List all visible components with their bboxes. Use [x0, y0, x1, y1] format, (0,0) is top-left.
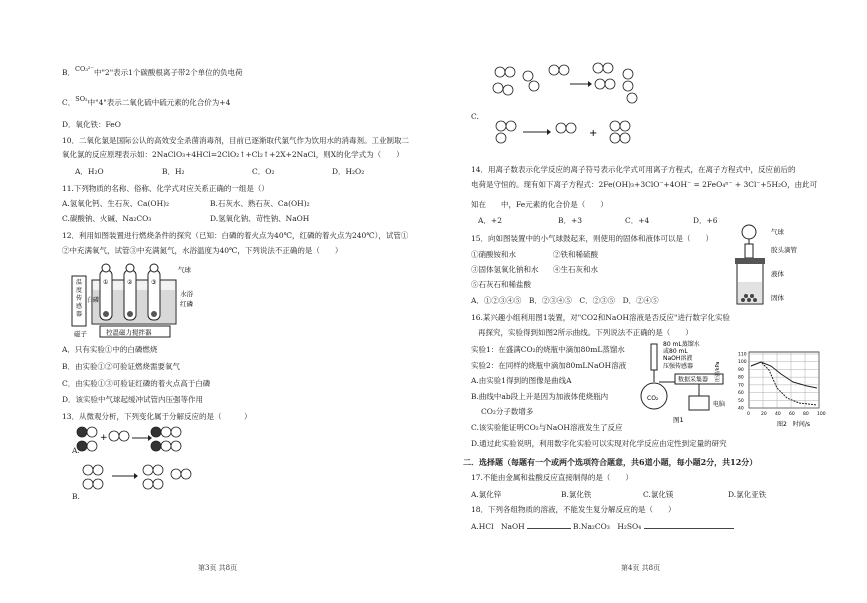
q10-option-c: C．O₂ — [252, 167, 275, 176]
left-page-footer: 第3页 共8页 — [198, 564, 238, 572]
q13-option-c-bottom-diagram — [491, 116, 641, 150]
fig2-ytick-label: 80 — [738, 375, 744, 381]
q15-item-5: ⑤石灰石和稀盐酸 — [471, 280, 531, 289]
tube-num-1: ① — [103, 279, 109, 286]
fig1-caption: 图1 — [673, 416, 684, 424]
q13-option-a-label: A. — [72, 446, 80, 455]
q10-option-d: D．H₂O₂ — [332, 167, 365, 176]
test-tube-3 — [148, 264, 160, 320]
tube-num-2: ② — [127, 279, 133, 286]
sensor-char-4: 感 — [76, 303, 83, 310]
q17-stem: 17.不能由金属和盐酸反应直接制得的是（ ） — [471, 473, 633, 482]
q15-flask-figure — [723, 222, 833, 312]
q18-option-b — [573, 521, 734, 531]
q14-option-a: A．+2 — [478, 216, 502, 225]
water-bath-label: 水浴 — [180, 290, 193, 298]
q18-option-a — [471, 521, 571, 531]
q15-item-4: ④生石灰和水 — [553, 265, 598, 274]
magnet-label: 磁子 — [74, 330, 87, 338]
q18-option-a-text: A.HCl NaOH — [471, 522, 525, 531]
stirrer-label: 控温磁力搅拌器 — [106, 328, 152, 337]
q14-line1: 14．用离子数表示化学反应的离子符号表示化学式可用离子方程式，在离子方程式中，反应前后的 — [471, 165, 796, 174]
fig1-collector-label: 数据采集器 — [678, 376, 709, 384]
q13-option-b-label: B. — [72, 492, 80, 501]
q9-b-text: 中"2"表示1个碳酸根离子带2个单位的负电荷 — [93, 68, 243, 77]
fig2-xtick-label: 100 — [817, 412, 826, 417]
fig2-xtick-label: 0 — [747, 412, 750, 417]
fig2-xtick-label: 80 — [803, 412, 809, 417]
fig2-ylabel: 压强/kPa — [715, 361, 721, 382]
q12-apparatus-figure — [70, 262, 220, 340]
q15-stem: 15．向如图装置中的小气球鼓起来，则使用的固体和液体可以是（ ） — [471, 234, 714, 243]
q12-option-a: A．只有实验①中的白磷燃烧 — [62, 345, 158, 354]
q12-option-d: D．该实验中气球起缓冲试管内压强等作用 — [62, 395, 204, 404]
q15-fig-solid-label: 固体 — [771, 294, 784, 302]
right-page-footer: 第4页 共8页 — [621, 564, 661, 572]
q13-stem: 13．从微观分析，下列变化属于分解反应的是（ ） — [62, 412, 252, 421]
q10-line1: 10．二氧化氯是国际公认的高效安全杀菌消毒剂，目前已逐渐取代氯气作为饮用水的消毒剂。工业制取二 — [62, 136, 410, 145]
q15-item-3: ③固体氢氧化钠和水 — [471, 265, 539, 274]
q9-option-b: B．CO₃²⁻中"2"表示1个碳酸根离子带2个单位的负电荷 — [62, 65, 243, 77]
q12-option-b: B．由实验①②可验证燃烧需要氧气 — [62, 362, 181, 371]
q9-c-text: 中"4"表示二氧化硫中硫元素的化合价为+4 — [87, 98, 231, 107]
q15-item-1: ①硝酸铵和水 — [471, 250, 516, 259]
section-2-title: 二．选择题（每题有一个或两个选项符合题意，共6道小题，每小题2分，共12分） — [463, 457, 758, 467]
dropper — [745, 244, 753, 258]
fig2-plot-area — [749, 352, 819, 408]
q14-option-c: C．+4 — [625, 216, 650, 225]
q15-fig-dropper-label: 胶头滴管 — [771, 246, 797, 254]
fig1-water-label: 80 mL蒸馏水 — [663, 341, 700, 348]
q17-option-b: B.氯化铁 — [561, 490, 592, 499]
test-tube-1 — [100, 264, 112, 320]
sensor-char-1: 温 — [76, 279, 83, 286]
q17-option-a: A.氯化锌 — [471, 490, 502, 499]
q13-option-a-diagram — [72, 424, 212, 464]
q13-plus-sign: + — [589, 128, 598, 139]
q16-option-c: C.该实验能证明CO₂与NaOH溶液发生了反应 — [471, 423, 623, 432]
fig2-ytick-label: 50 — [738, 398, 744, 404]
q16-option-a: A.由实验1得到的图像是曲线A — [471, 376, 572, 385]
q16-option-d: D.通过此实验说明，利用数字化实验可以实现对化学反应由定性到定量的研究 — [471, 439, 727, 448]
fig2-xtick-label: 40 — [775, 412, 781, 417]
balloon-shape — [742, 225, 756, 239]
fig1-co2-label: CO₂ — [647, 395, 659, 402]
fig1-computer-label: 电脑 — [713, 401, 726, 408]
sensor-char-2: 度 — [76, 287, 83, 294]
fig1-naoh-label-2: NaOH溶液 — [663, 355, 693, 362]
q15-fig-liquid-label: 液体 — [771, 270, 784, 278]
tube-num-3: ③ — [151, 279, 157, 286]
fig2-ytick-label: 70 — [738, 383, 744, 389]
q11-option-a: A.氢氧化钙、生石灰、Ca(OH)₂ — [62, 199, 170, 208]
q17-option-d: D.氯化亚铁 — [728, 490, 767, 499]
q11-stem: 11.下列物质的名称、俗称、化学式对应关系正确的一组是（） — [62, 184, 269, 193]
syringe — [651, 344, 657, 370]
q10-line2: 氧化氯的反应原理表示如：2NaClO₃+4HCl=2ClO₂↑+Cl₂↑+2X+2NaCl，则X的化学式为（ ） — [62, 150, 404, 159]
fig1-naoh-label-1: 或80 mL — [663, 348, 688, 355]
q16-line1: 16.某兴趣小组利用图1装置，对"CO2和NaOH溶液是否反应"进行数字化实验 — [471, 313, 730, 322]
q14-option-b: B．+3 — [558, 216, 583, 225]
q16-exp2: 实验2：在同样的烧瓶中滴加80mLNaOH溶液 — [471, 361, 627, 370]
q9-option-d: D．氧化铁：FeO — [62, 120, 121, 129]
q16-line2: 再探究，实验得到如图2所示曲线。下列说法不正确的是（ ） — [478, 328, 693, 337]
q18-option-b-blank — [644, 521, 734, 529]
fig2-ytick-label: 60 — [738, 391, 744, 397]
q11-option-b: B.石灰水、熟石灰、Ca(OH)₂ — [210, 199, 310, 208]
sensor-char-5: 器 — [76, 311, 83, 318]
q10-option-a: A．H₂O — [75, 167, 104, 176]
q16-exp1: 实验1：在盛满CO₂的烧瓶中滴加80mL蒸馏水 — [471, 345, 625, 354]
q14-line3: 知在 中，Fe元素的化合价是（ ） — [471, 200, 608, 209]
q11-option-d: D.氢氧化钠、苛性钠、NaOH — [210, 214, 310, 223]
q15-item-2: ②铁和稀硫酸 — [553, 250, 598, 259]
test-tube-2 — [124, 264, 136, 320]
q18-option-a-blank — [527, 521, 571, 529]
q11-option-c: C.碳酸钠、火碱、Na₂CO₃ — [62, 214, 152, 223]
fig2-xtick-label: 20 — [761, 412, 767, 417]
q16-option-b: B.曲线中ab段上升是因为加液体使烧瓶内 — [471, 392, 609, 401]
fig2-ytick-label: 40 — [738, 406, 744, 412]
q12-line1: 12．利用如图装置进行燃烧条件的探究（已知：白磷的着火点为40℃，红磷的着火点为240℃），试管① — [62, 231, 409, 240]
stopper — [735, 258, 765, 264]
fig1-sensor-label: 压强传感器 — [663, 363, 694, 370]
q18-stem: 18．下列各组物质的溶液，不能发生复分解反应的是（ ） — [471, 505, 676, 514]
sensor-char-3: 传 — [76, 295, 83, 302]
q13-option-c-label: C. — [471, 112, 479, 121]
q12-line2: ②中充满氧气，试管③中充满氮气，水浴温度为40℃，下列说法不正确的是（ ） — [62, 246, 343, 255]
q17-option-c: C.氯化镁 — [643, 490, 674, 499]
white-phosphorus-label: 白磷 — [87, 297, 100, 304]
q16-option-b-cont: CO₂分子数增多 — [481, 407, 534, 416]
q16-figure-1 — [629, 338, 739, 424]
q15-options: A．①②③④⑤ B．②③④⑤ C．②③⑤ D．②④⑤ — [471, 296, 659, 305]
q9-option-c: C．SO₂中"4"表示二氧化硫中硫元素的化合价为+4 — [62, 95, 231, 107]
fig2-ytick-label: 110 — [738, 352, 747, 358]
q14-line2: 电荷是守恒的。现有如下离子方程式：2Fe(OH)₃+3ClO⁻+4OH⁻ = 2FeO₄ⁿ⁻ + 3Cl⁻+5H₂O，由此可 — [471, 180, 818, 189]
fig2-caption: 图2 时间/s — [777, 421, 810, 428]
right-page — [433, 0, 867, 603]
red-phosphorus-label: 红磷 — [180, 300, 193, 308]
q12-option-c: C．由实验①③可验证红磷的着火点高于白磷 — [62, 379, 211, 388]
fig2-xtick-label: 60 — [789, 412, 795, 417]
computer-box — [689, 396, 709, 410]
left-page — [0, 0, 433, 603]
q9-b-formula: CO₃²⁻ — [75, 65, 94, 73]
q10-option-b: B．H₂ — [162, 167, 185, 176]
svg-text:+: + — [100, 433, 108, 443]
q14-option-d: D．+6 — [693, 216, 718, 225]
balloon-label: 气球 — [178, 266, 191, 274]
fig2-ytick-label: 90 — [738, 367, 744, 373]
q9-c-formula: SO₂ — [75, 95, 88, 103]
q13-option-b-diagram — [78, 462, 218, 502]
fig2-ytick-label: 100 — [738, 360, 747, 366]
q18-option-b-text: B.Na₂CO₃ H₂SO₄ — [573, 522, 642, 531]
q15-fig-balloon-label: 气球 — [771, 228, 784, 236]
